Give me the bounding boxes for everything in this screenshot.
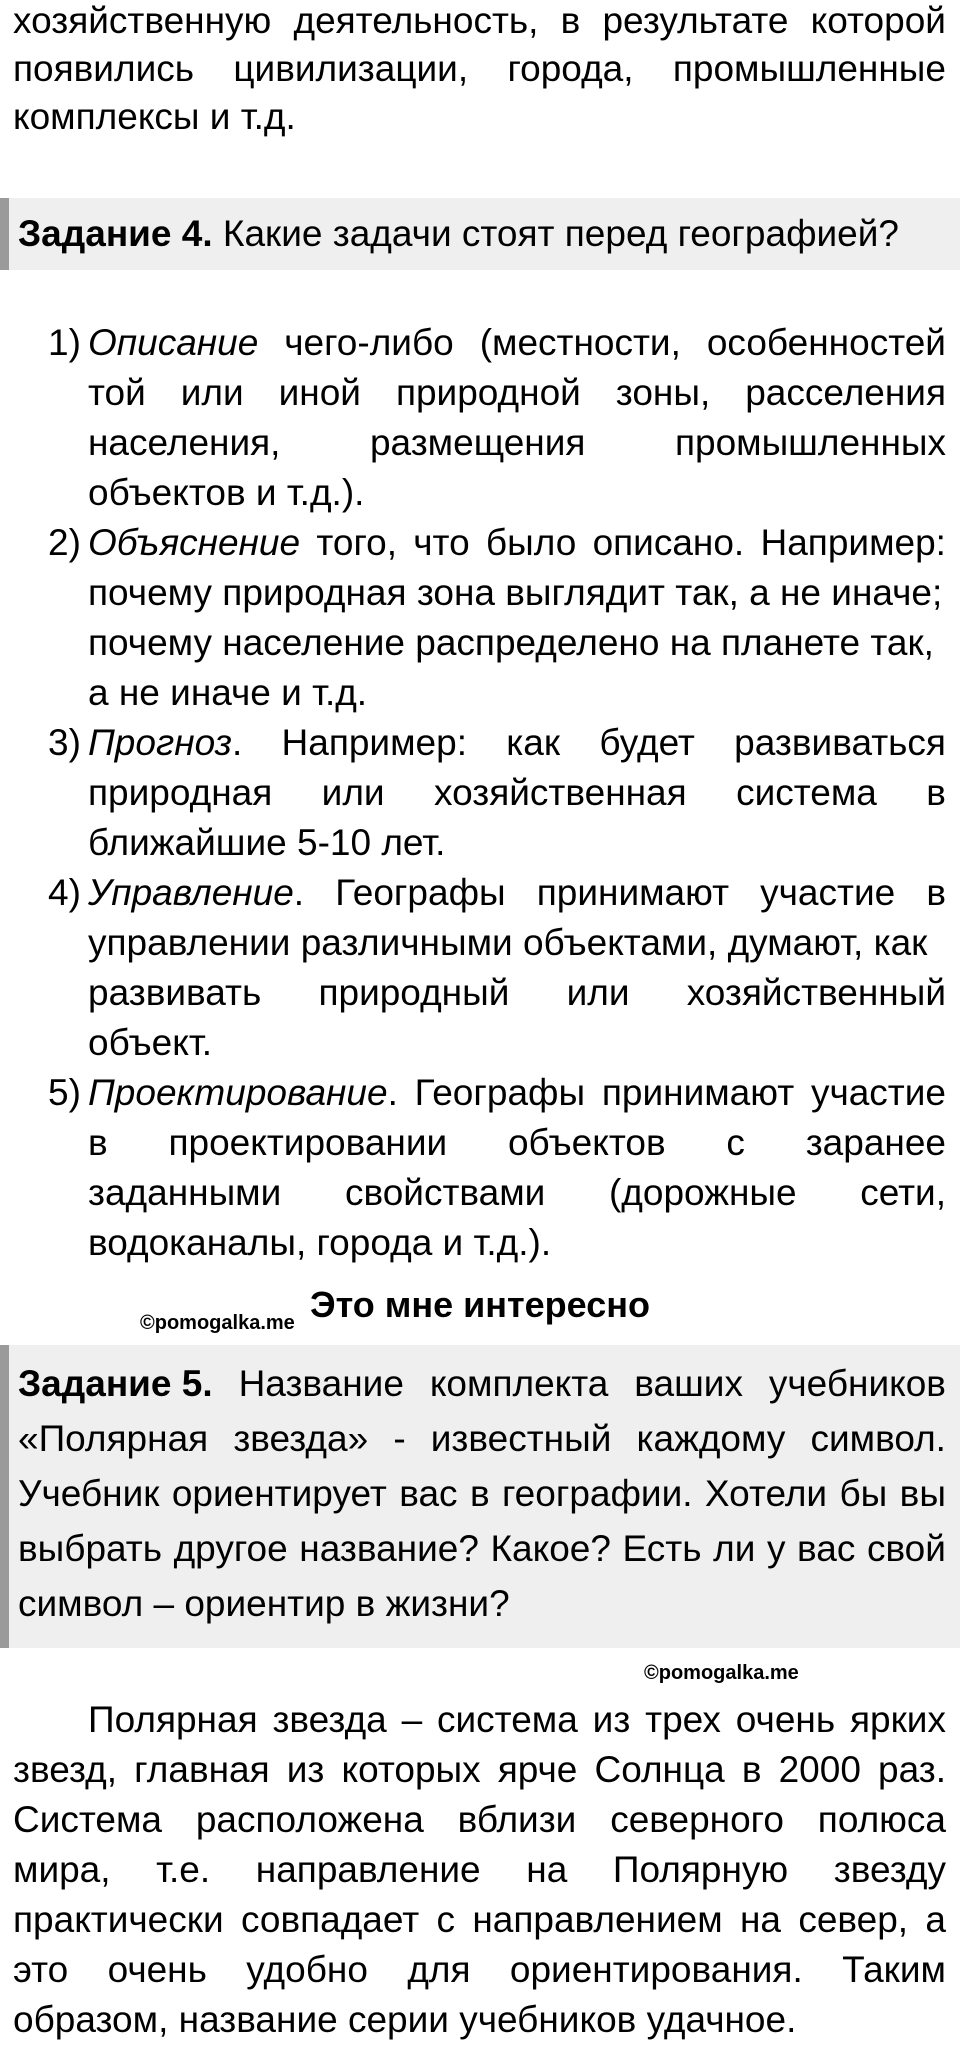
word: мира, <box>13 1849 111 1890</box>
list-item-line <box>88 518 946 568</box>
word: развивать <box>88 972 262 1013</box>
word: Солнца <box>594 1749 725 1790</box>
word: система <box>437 1699 578 1740</box>
word: заранее <box>805 1122 946 1163</box>
list-item-line: объект. <box>88 1022 212 1063</box>
list-item-line <box>88 1118 946 1168</box>
word: чего-либо <box>284 322 454 363</box>
term: Прогноз <box>88 722 232 763</box>
word: Прогноз. <box>88 722 243 763</box>
list-item-line <box>88 968 946 1018</box>
word: (дорожные <box>608 1172 797 1213</box>
word: Таким <box>842 1949 946 1990</box>
word: Полярная <box>88 1699 258 1740</box>
word: трех <box>645 1699 721 1740</box>
word: известный <box>430 1418 612 1459</box>
word: иной <box>278 372 361 413</box>
list-item-line: управлении различными объектами, думают, как <box>88 922 928 963</box>
list-item-number: 5) <box>48 1072 81 1113</box>
watermark-1: ©pomogalka.me <box>140 1312 295 1334</box>
list-item-number: 1) <box>48 322 81 363</box>
word: в <box>560 0 581 41</box>
word: Например: <box>760 522 946 563</box>
word: Какое? <box>490 1528 611 1569</box>
word: 2000 <box>778 1749 861 1790</box>
word: ориентирования. <box>509 1949 803 1990</box>
word: очень <box>107 1949 207 1990</box>
word: ваших <box>634 1363 743 1404</box>
word: другое <box>173 1528 288 1569</box>
word: северного <box>610 1799 784 1840</box>
list-item-line: ближайшие 5-10 лет. <box>88 822 446 863</box>
word: практически <box>13 1899 224 1940</box>
word: географии. <box>501 1473 693 1514</box>
word: было <box>485 522 577 563</box>
answer-line <box>13 1895 946 1945</box>
word: хозяйственный <box>686 972 946 1013</box>
intro-line: комплексы и т.д. <box>13 96 296 137</box>
word: символ. <box>810 1418 946 1459</box>
word: совпадает <box>240 1899 420 1940</box>
answer-line <box>13 1945 946 1995</box>
answer-line: образом, название серии учебников удачное. <box>13 1999 797 2040</box>
word: особенностей <box>706 322 946 363</box>
answer-line <box>13 1845 946 1895</box>
task-5-line <box>18 1412 946 1466</box>
word: бы <box>839 1473 888 1514</box>
word: т.е. <box>156 1849 211 1890</box>
word: в <box>741 1749 762 1790</box>
task-5-box <box>0 1345 960 1648</box>
word: сети, <box>860 1172 946 1213</box>
word: участие <box>810 1072 946 1113</box>
word: принимают <box>601 1072 795 1113</box>
list-item-line <box>88 1168 946 1218</box>
word: направлением <box>472 1899 723 1940</box>
word: вы <box>899 1473 946 1514</box>
word: главная <box>134 1749 270 1790</box>
list-item-line: а не иначе и т.д. <box>88 672 368 713</box>
word: или <box>321 772 385 813</box>
word: на <box>739 1899 781 1940</box>
word: – <box>401 1699 423 1740</box>
task-5-line: символ – ориентир в жизни? <box>18 1583 510 1624</box>
term: Описание <box>88 322 259 363</box>
word: которых <box>341 1749 481 1790</box>
task-4-question: Какие задачи стоят перед географией? <box>222 213 900 254</box>
word: Полярную <box>612 1849 789 1890</box>
word: ориентирует <box>171 1473 387 1514</box>
word: Система <box>13 1799 163 1840</box>
list-item-line: объектов и т.д.). <box>88 472 365 513</box>
answer-line <box>13 1795 946 1845</box>
task-5-label: Задание 5. <box>18 1363 213 1404</box>
word: звезд, <box>13 1749 117 1790</box>
list-item-line <box>88 318 946 368</box>
word: ярких <box>849 1699 946 1740</box>
word: природная <box>88 772 273 813</box>
list-item-line <box>88 718 946 768</box>
word: а <box>925 1899 946 1940</box>
list-item-line <box>88 418 946 468</box>
word: в <box>469 1473 490 1514</box>
word: звезду <box>833 1849 946 1890</box>
word: того, <box>316 522 397 563</box>
word: с <box>436 1899 456 1940</box>
word: зоны, <box>615 372 711 413</box>
word: которой <box>810 0 946 41</box>
word: Название <box>238 1363 404 1404</box>
word: хозяйственная <box>434 772 687 813</box>
word: с <box>726 1122 745 1163</box>
word: у <box>766 1528 786 1569</box>
word: участие <box>760 872 896 913</box>
word: комплекта <box>429 1363 609 1404</box>
list-item-line <box>88 868 946 918</box>
word: из <box>286 1749 325 1790</box>
word: появились <box>13 48 195 89</box>
word: - <box>393 1418 406 1459</box>
word: название? <box>299 1528 479 1569</box>
list-item-line: почему природная зона выглядит так, а не иначе; <box>88 572 943 613</box>
word: звезда» <box>233 1418 369 1459</box>
word: в <box>926 772 946 813</box>
word: описано. <box>592 522 745 563</box>
word: цивилизации, <box>233 48 469 89</box>
list-item-line: почему население распределено на планете так, <box>88 622 934 663</box>
word: хозяйственную <box>13 0 272 41</box>
word: звезда <box>272 1699 387 1740</box>
word: удобно <box>246 1949 368 1990</box>
term: Объяснение <box>88 522 301 563</box>
word: проектировании <box>168 1122 448 1163</box>
word: Хотели <box>704 1473 828 1514</box>
word: Управление. <box>88 872 305 913</box>
list-item-number: 3) <box>48 722 81 763</box>
word: размещения <box>369 422 586 463</box>
word: вблизи <box>457 1799 577 1840</box>
word: промышленные <box>672 48 946 89</box>
word: расположена <box>195 1799 424 1840</box>
word: расселения <box>745 372 946 413</box>
answer-line <box>88 1695 946 1745</box>
word: принимают <box>536 872 730 913</box>
word <box>88 318 258 368</box>
word <box>88 518 300 568</box>
word: как <box>506 722 561 763</box>
task-5-line <box>18 1357 946 1411</box>
word: объектов <box>507 1122 666 1163</box>
word: выбрать <box>18 1528 163 1569</box>
word: ярче <box>497 1749 578 1790</box>
word: в <box>926 872 946 913</box>
word: система <box>736 772 877 813</box>
word: природной <box>395 372 581 413</box>
task-4-box <box>0 198 960 270</box>
word: свой <box>866 1528 946 1569</box>
word: «Полярная <box>18 1418 209 1459</box>
task-4-label: Задание 4. <box>18 213 213 254</box>
word: Проектирование. <box>88 1072 398 1113</box>
list-item-number: 4) <box>48 872 81 913</box>
word: вас <box>797 1528 856 1569</box>
word: направление <box>255 1849 481 1890</box>
intro-line <box>13 0 946 46</box>
word: Географы <box>335 872 506 913</box>
word: развиваться <box>734 722 946 763</box>
task-5-line <box>18 1522 946 1576</box>
word: заданными <box>88 1172 282 1213</box>
word: свойствами <box>344 1172 546 1213</box>
task-5-line <box>18 1467 946 1521</box>
word: той <box>88 372 146 413</box>
word: Географы <box>414 1072 586 1113</box>
word: природный <box>318 972 510 1013</box>
word: города, <box>507 48 634 89</box>
list-item-line <box>88 368 946 418</box>
intro-line <box>13 44 946 94</box>
term: Управление <box>88 872 294 913</box>
word: на <box>526 1849 568 1890</box>
list-item-line <box>88 1068 946 1118</box>
list-item-line <box>88 768 946 818</box>
term: Проектирование <box>88 1072 388 1113</box>
word: деятельность, <box>293 0 539 41</box>
word: или <box>566 972 630 1013</box>
word: или <box>180 372 244 413</box>
word: в <box>88 1122 108 1163</box>
word: раз. <box>878 1749 946 1790</box>
word: для <box>407 1949 471 1990</box>
word: учебников <box>768 1363 946 1404</box>
word: север, <box>798 1899 909 1940</box>
word: населения, <box>88 422 281 463</box>
word: что <box>413 522 470 563</box>
answer-line <box>13 1745 946 1795</box>
word: Есть <box>622 1528 702 1569</box>
list-item-line: водоканалы, города и т.д.). <box>88 1222 552 1263</box>
word: промышленных <box>674 422 946 463</box>
word: результате <box>602 0 789 41</box>
word: ли <box>713 1528 756 1569</box>
word: полюса <box>817 1799 946 1840</box>
word: очень <box>735 1699 836 1740</box>
word: это <box>13 1949 69 1990</box>
word: вас <box>399 1473 458 1514</box>
word: будет <box>599 722 695 763</box>
watermark-2: ©pomogalka.me <box>644 1662 799 1684</box>
word: (местности, <box>479 322 681 363</box>
list-item-number: 2) <box>48 522 81 563</box>
word: из <box>592 1699 631 1740</box>
word: Например: <box>281 722 467 763</box>
word: каждому <box>636 1418 786 1459</box>
word: Учебник <box>18 1473 160 1514</box>
section-heading: Это мне интересно <box>310 1284 650 1325</box>
